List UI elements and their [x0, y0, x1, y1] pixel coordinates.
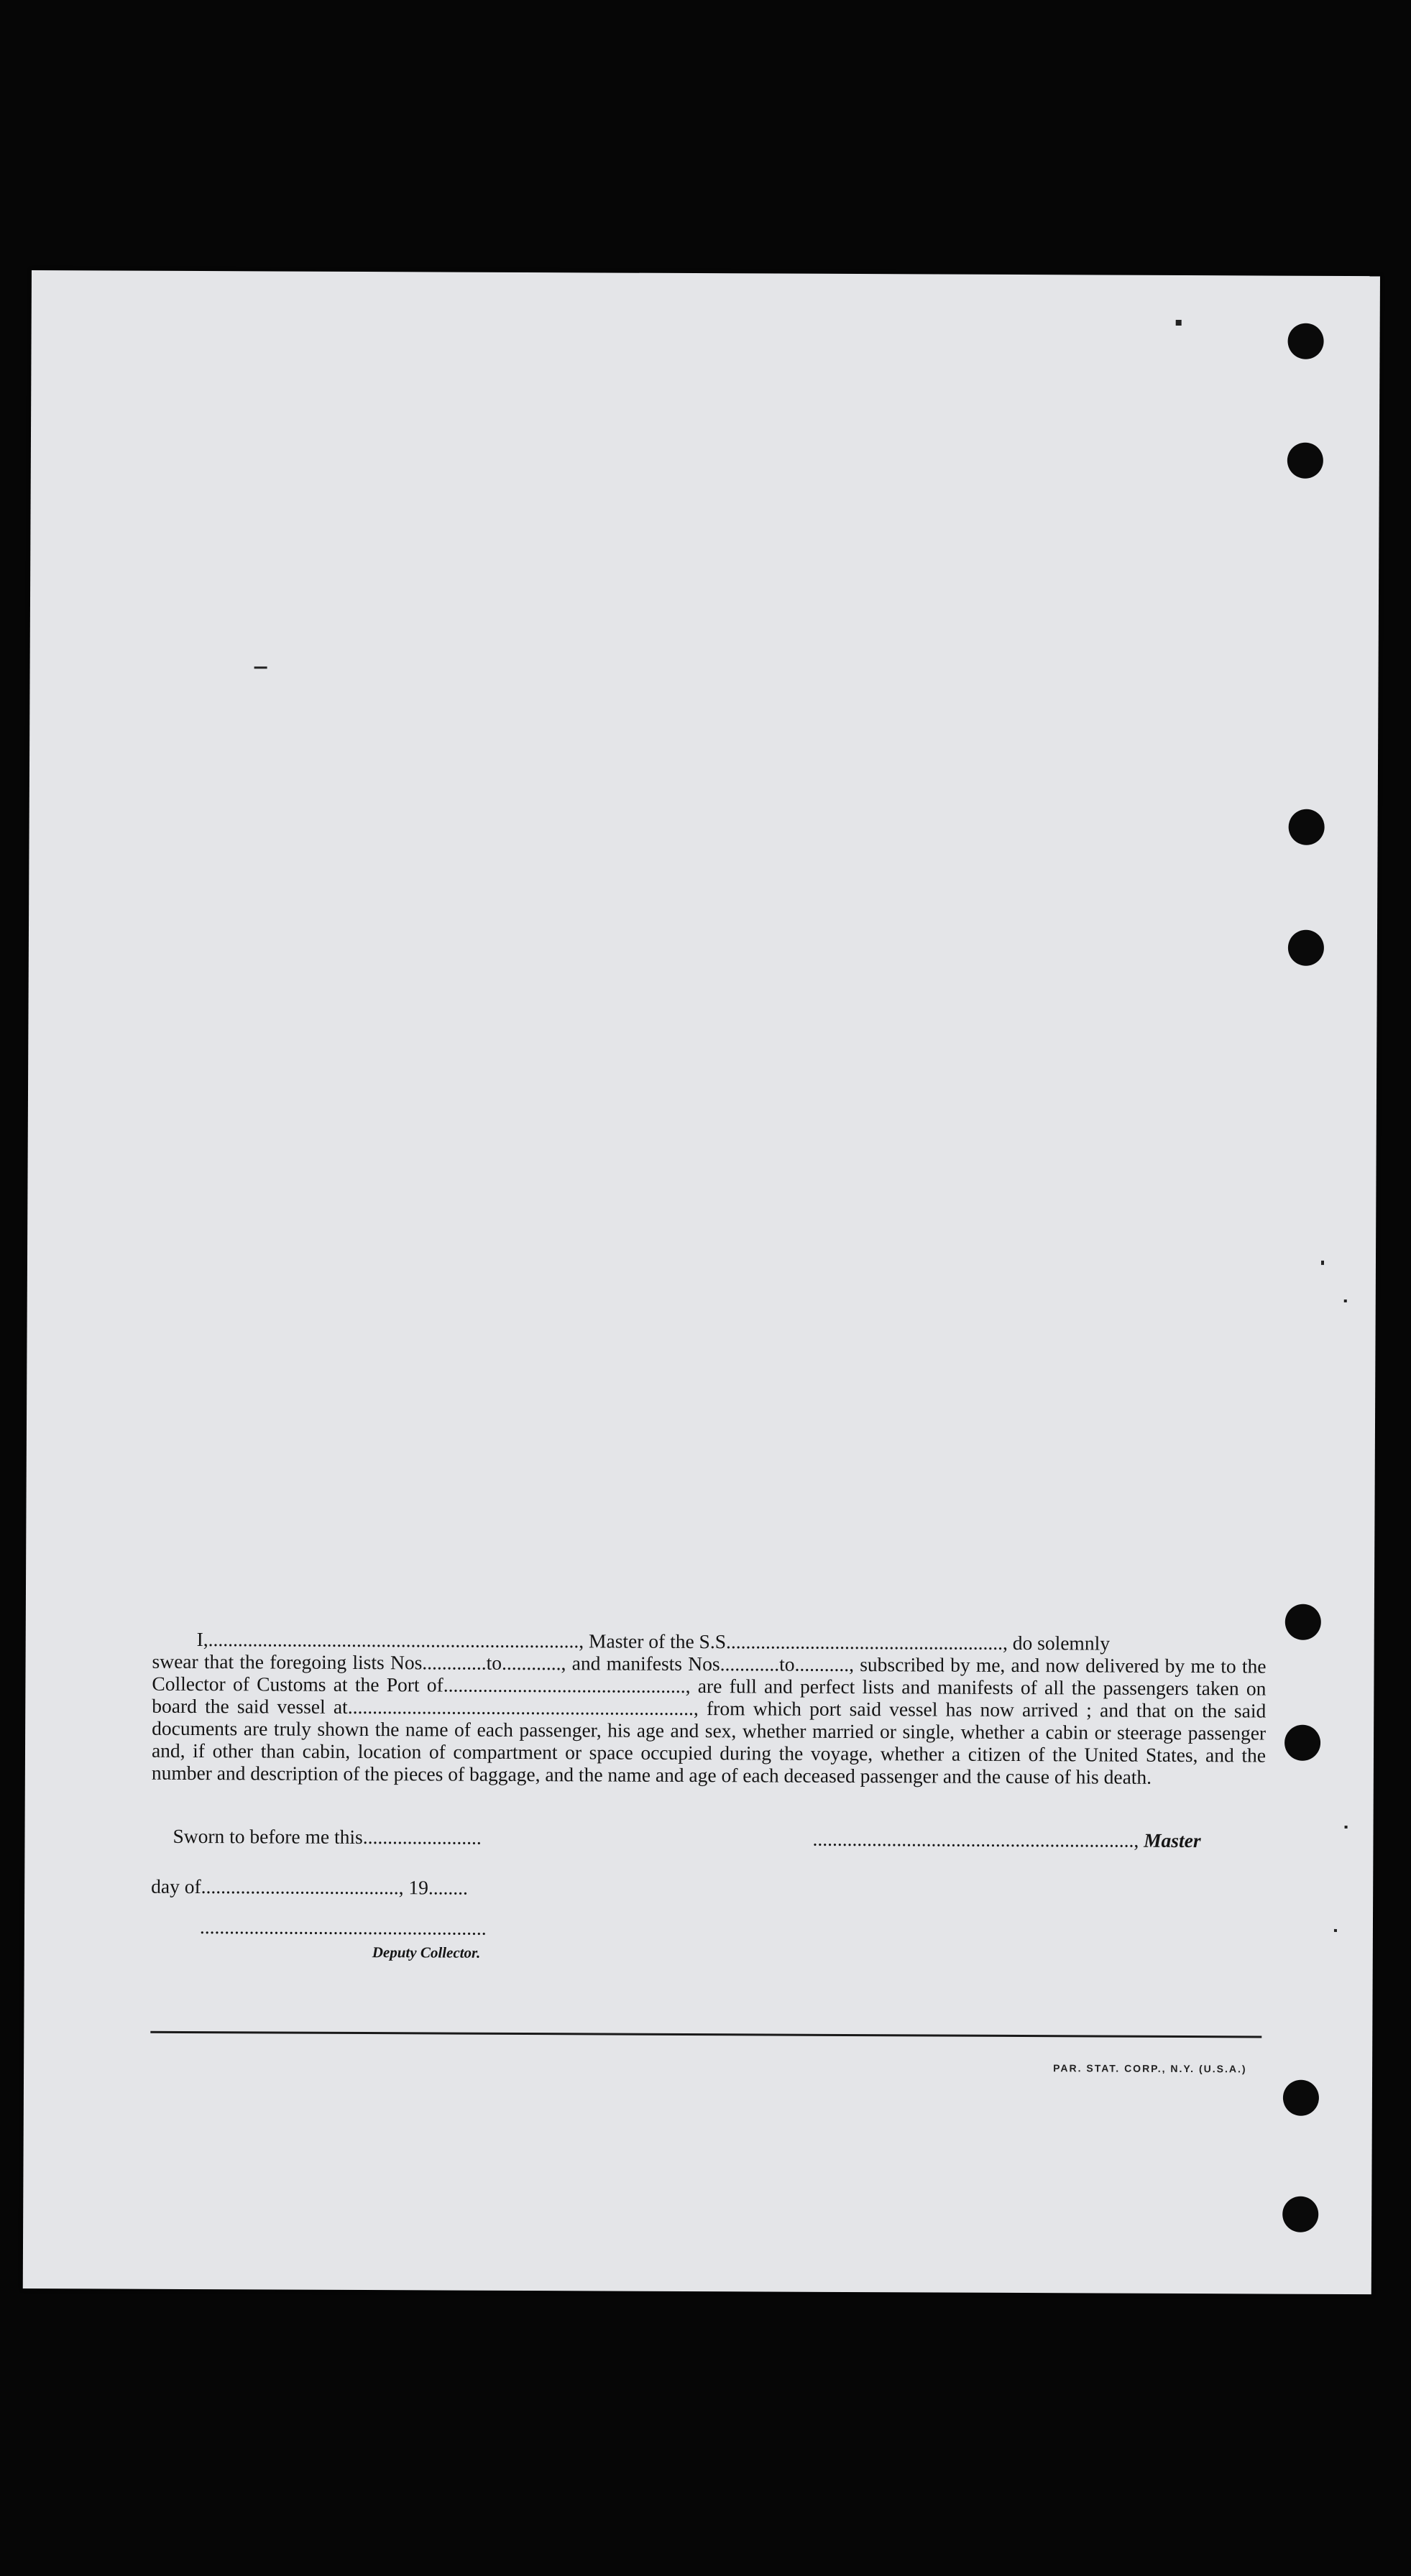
deputy-collector-label: Deputy Collector. — [372, 1944, 481, 1961]
scan-speck — [1345, 1826, 1348, 1828]
manifest-sheet — [23, 270, 1380, 2294]
scan-speck — [1176, 320, 1182, 326]
binder-hole — [1287, 323, 1323, 359]
master-signature-dots: ................................................................., — [812, 1827, 1139, 1852]
bottom-rule — [150, 2031, 1261, 2038]
oath-paragraph — [152, 1628, 1267, 1789]
binder-hole — [1282, 2196, 1318, 2232]
master-signature-line — [812, 1828, 1200, 1852]
scan-speck — [1321, 1261, 1324, 1265]
scan-speck — [1344, 1300, 1347, 1302]
binder-hole — [1289, 809, 1325, 845]
oath-first-line: I,..........................................................................., Master of the S.S........................................................, do solemnly — [196, 1628, 1111, 1655]
oath-body: swear that the foregoing lists Nos.............to............, and manifests Nos............to..........., subscribed by me, and now delivered by me to the Collector of Customs at the Port of................................................., are full and perfect lists and manifests of all the passengers taken on board the said vessel at......................................................................, from which port said vessel has now arrived ; and that on the said documents are truly shown the name of each passenger, his age and sex, whether married or single, whether a cabin or steerage passenger and, if other than cabin, location of compartment or space occupied during the voyage, whether a citizen of the United States, and the number and description of the pieces of baggage, and the name and age of each deceased passenger and the cause of his death. — [151, 1650, 1267, 1788]
sworn-line: Sworn to before me this........................ — [173, 1824, 482, 1849]
scan-speck — [254, 666, 267, 668]
binder-hole — [1284, 1725, 1320, 1761]
scan-speck — [1334, 1929, 1337, 1932]
master-label: Master — [1144, 1828, 1201, 1852]
day-line: day of........................................, 19........ — [151, 1874, 469, 1899]
binder-hole — [1283, 2080, 1319, 2116]
deputy-signature-dots: .......................................................... — [199, 1915, 487, 1939]
printer-imprint: PAR. STAT. CORP., N.Y. (U.S.A.) — [1053, 2062, 1247, 2075]
binder-hole — [1285, 1604, 1321, 1640]
binder-hole — [1287, 443, 1323, 479]
binder-hole — [1288, 930, 1324, 966]
